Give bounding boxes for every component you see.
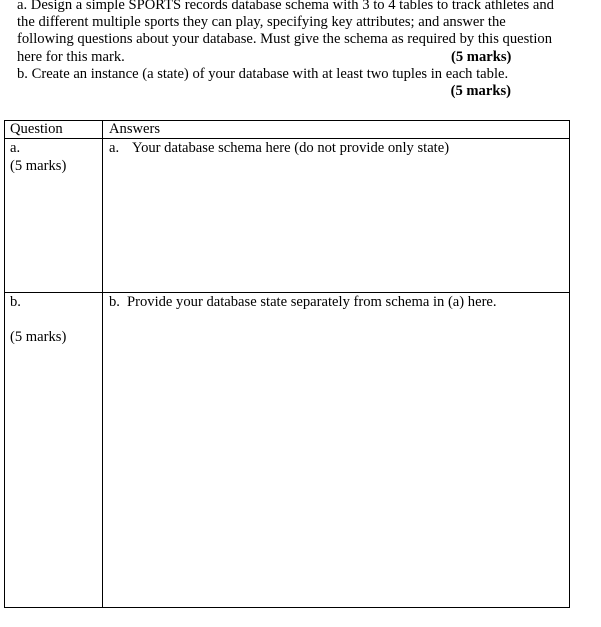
row-a-answer-text[interactable]: Your database schema here (do not provide only state) [132, 140, 450, 156]
answer-table [4, 120, 570, 608]
instruction-line-3: following questions about your database. Must give the schema as required by this question [17, 31, 553, 48]
instruction-line-2: the different multiple sports they can play, specifying key attributes; and answer the [17, 14, 506, 31]
instructions-block [17, 0, 587, 100]
row-a-question-marks: (5 marks) [10, 158, 67, 174]
row-a-answer-prefix: a. [109, 140, 120, 156]
header-answers: Answers [109, 121, 161, 137]
row-b-question-label: b. [10, 294, 21, 310]
part-b-marks: (5 marks) [450, 82, 511, 99]
row-b-question-marks: (5 marks) [10, 329, 67, 345]
row-b-answer-text[interactable]: Provide your database state separately from schema in (a) here. [127, 294, 497, 310]
instruction-line-5: b. Create an instance (a state) of your database with at least two tuples in each table. [17, 65, 509, 82]
row-divider [5, 292, 569, 293]
instruction-line-1: a. Design a simple SPORTS records database schema with 3 to 4 tables to track athletes and [17, 0, 554, 13]
part-a-marks: (5 marks) [451, 48, 512, 65]
instruction-line-4-text: here for this mark. [17, 48, 125, 65]
row-a-question-label: a. [10, 140, 21, 156]
instruction-line-4 [17, 49, 587, 66]
row-b-answer-prefix: b. [109, 294, 120, 310]
header-question: Question [10, 121, 63, 137]
column-divider [102, 121, 103, 607]
header-divider [5, 138, 569, 139]
